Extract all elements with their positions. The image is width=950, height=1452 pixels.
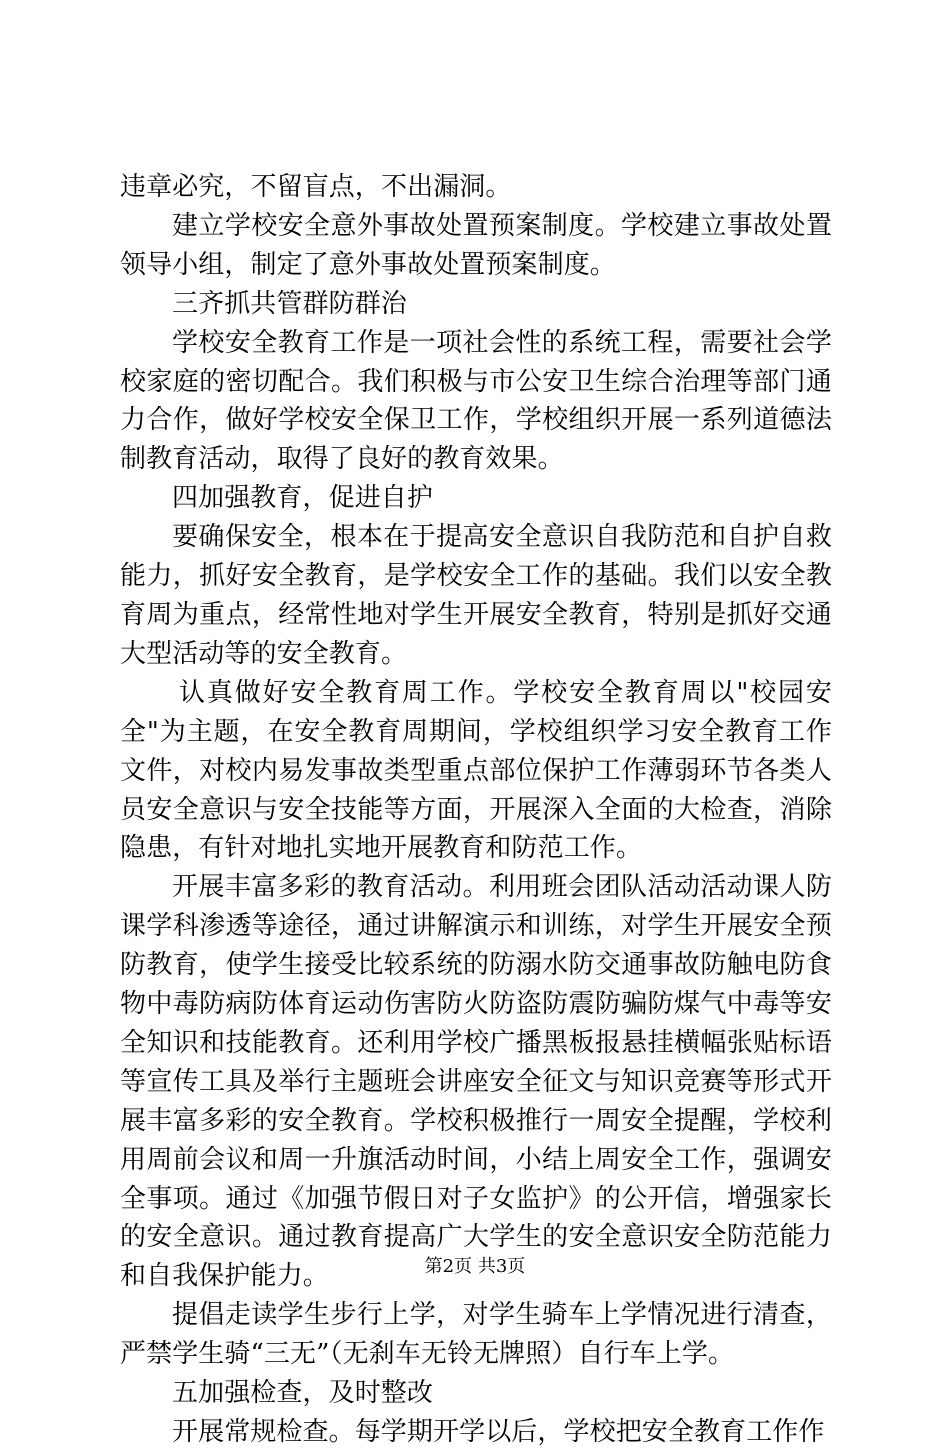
paragraph-8: 开展丰富多彩的教育活动。利用班会团队活动活动课人防课学科渗透等途径，通过讲解演示和训练，对学生开展安全预防教育，使学生接受比较系统的防溺水防交通事故防触电防食物中毒防病防体育运动伤害防火防盗防震防骗防煤气中毒等安全知识和技能教育。还利用学校广播黑板报悬挂横幅张贴标语等宣传工具及举行主题班会讲座安全征文与知识竞赛等形式开展丰富多彩的安全教育。学校积极推行一周安全提醒，学校利用周前会议和周一升旗活动时间，小结上周安全工作，强调安全事项。通过《加强节假日对子女监护》的公开信，增强家长的安全意识。通过教育提高广大学生的安全意识安全防范能力和自我保护能力。 — [120, 872, 832, 1292]
paragraph-6: 要确保安全，根本在于提高安全意识自我防范和自护自救能力，抓好安全教育，是学校安全工作的基础。我们以安全教育周为重点，经常性地对学生开展安全教育，特别是抓好交通大型活动等的安全教育。 — [120, 522, 832, 669]
paragraph-2: 建立学校安全意外事故处置预案制度。学校建立事故处置领导小组，制定了意外事故处置预案制度。 — [120, 210, 832, 280]
page-number-footer: 第2页 共3页 — [424, 1256, 526, 1277]
section-heading-4: 四加强教育，促进自护 — [172, 483, 434, 514]
paragraph-1: 违章必究，不留盲点，不出漏洞。 — [120, 172, 512, 202]
paragraph-9: 提倡走读学生步行上学，对学生骑车上学情况进行清查，严禁学生骑“三无”（无刹车无铃无牌照）自行车上学。 — [120, 1300, 832, 1370]
section-heading-5: 五加强检查，及时整改 — [172, 1378, 434, 1409]
paragraph-4: 学校安全教育工作是一项社会性的系统工程，需要社会学校家庭的密切配合。我们积极与市公安卫生综合治理等部门通力合作，做好学校安全保卫工作，学校组织开展一系列道德法制教育活动，取得了良好的教育效果。 — [120, 327, 832, 475]
section-heading-3: 三齐抓共管群防群治 — [172, 288, 407, 319]
paragraph-7: 认真做好安全教育周工作。学校安全教育周以"校园安全"为主题，在安全教育周期间，学校组织学习安全教育工作文件，对校内易发事故类型重点部位保护工作薄弱环节各类人员安全意识与安全技能等方面，开展深入全面的大检查，消除隐患，有针对地扎实地开展教育和防范工作。 — [120, 677, 832, 864]
paragraph-11: 开展常规检查。每学期开学以后，学校把安全教育工作作 — [172, 1417, 825, 1447]
